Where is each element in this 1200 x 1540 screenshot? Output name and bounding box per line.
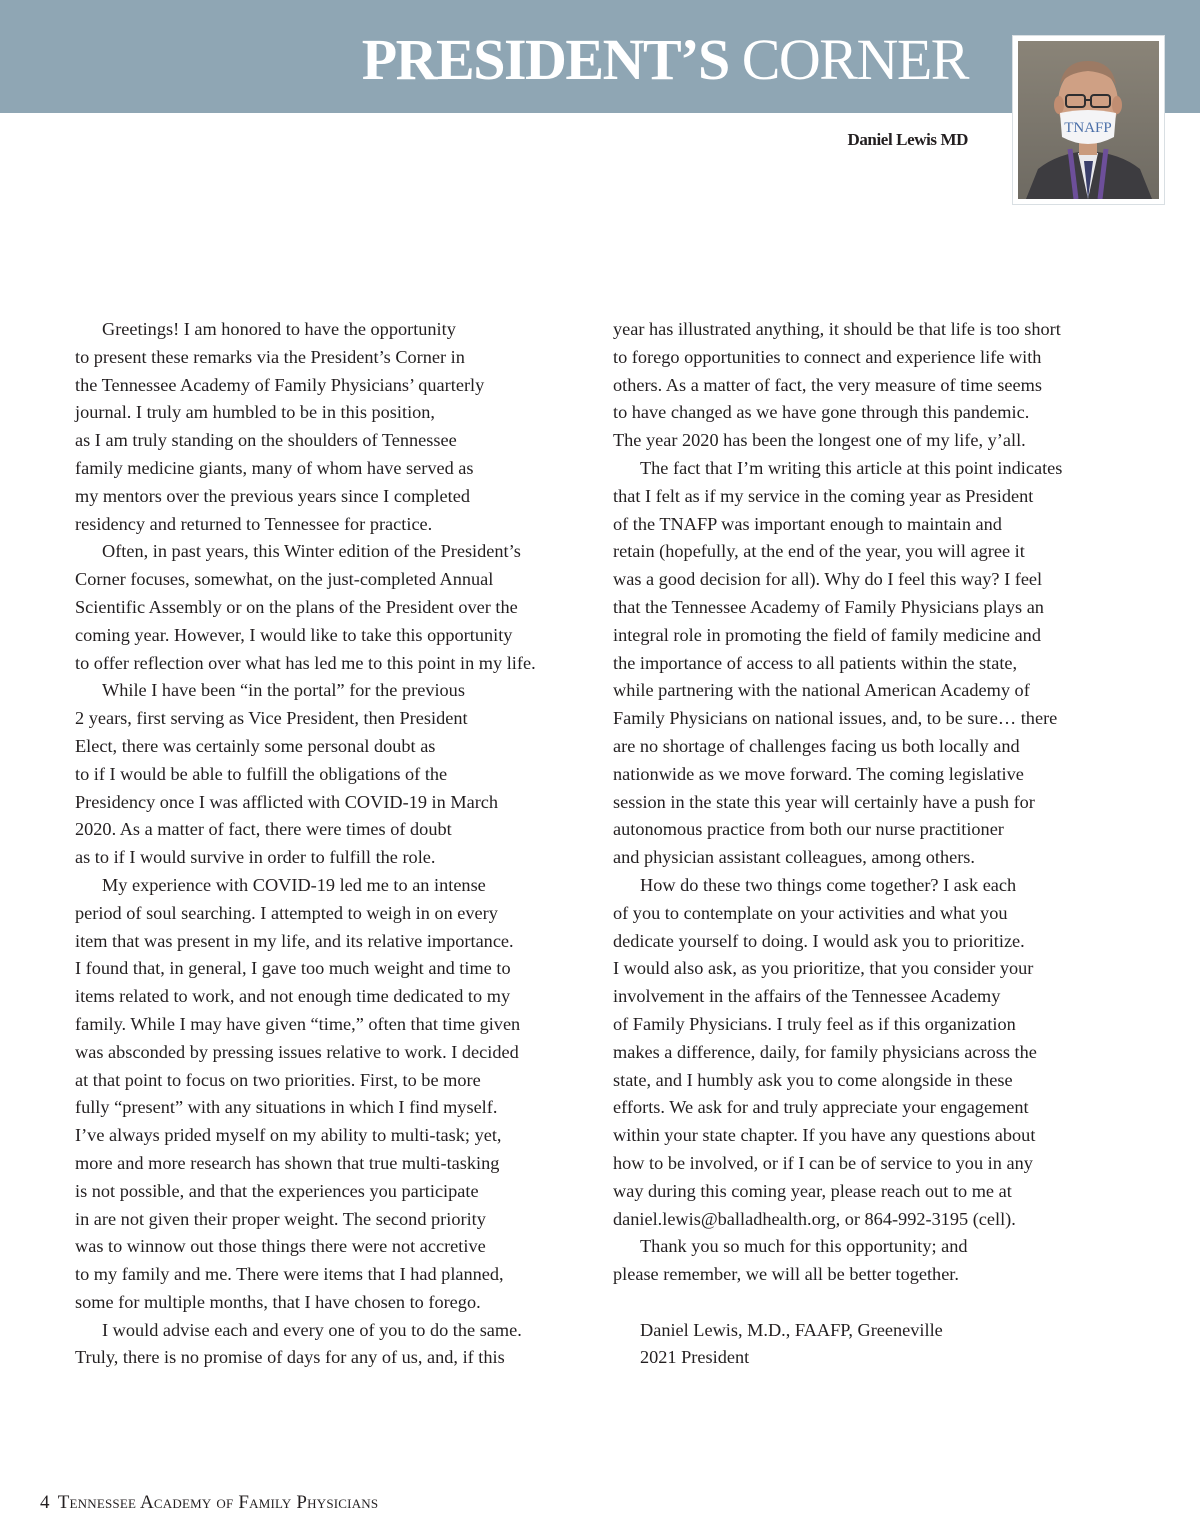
article-line: Often, in past years, this Winter edition of the President’s xyxy=(102,541,521,562)
article-line: family medicine giants, many of whom have served as xyxy=(75,457,474,478)
article-line: as I am truly standing on the shoulders of Tennessee xyxy=(75,430,457,451)
article-line: The year 2020 has been the longest one of my life, y’all. xyxy=(613,430,1026,451)
article-line: While I have been “in the portal” for the previous xyxy=(102,680,465,701)
article-line: that the Tennessee Academy of Family Physicians plays an xyxy=(613,596,1044,617)
article-line: Family Physicians on national issues, and, to be sure… there xyxy=(613,708,1058,729)
article-line: my mentors over the previous years since I completed xyxy=(75,485,470,506)
article-line: fully “present” with any situations in which I find myself. xyxy=(75,1097,498,1118)
article-line: are no shortage of challenges facing us both locally and xyxy=(613,735,1020,756)
article-line: is not possible, and that the experiences you participate xyxy=(75,1180,479,1201)
page-title xyxy=(362,26,968,94)
article-line: was to winnow out those things there were not accretive xyxy=(75,1236,486,1257)
article-line: at that point to focus on two priorities. First, to be more xyxy=(75,1069,481,1090)
article-line: as to if I would survive in order to fulfill the role. xyxy=(75,847,436,868)
article-line: journal. I truly am humbled to be in this position, xyxy=(75,402,436,423)
article-line: The fact that I’m writing this article at this point indicates xyxy=(640,457,1063,478)
article-line: integral role in promoting the field of family medicine and xyxy=(613,624,1041,645)
article-line: Presidency once I was afflicted with COVID-19 in March xyxy=(75,791,499,812)
article-line: Elect, there was certainly some personal doubt as xyxy=(75,735,436,756)
title-bold-part: PRESIDENT’S xyxy=(361,27,729,92)
article-line: items related to work, and not enough time dedicated to my xyxy=(75,986,511,1007)
article-line: retain (hopefully, at the end of the year, you will agree it xyxy=(613,541,1025,562)
article-line: Corner focuses, somewhat, on the just-completed Annual xyxy=(75,569,494,590)
article-line: state, and I humbly ask you to come alongside in these xyxy=(613,1069,1013,1090)
article-line: autonomous practice from both our nurse practitioner xyxy=(613,819,1004,840)
page-number: 4 xyxy=(40,1492,50,1513)
article-line: others. As a matter of fact, the very measure of time seems xyxy=(613,374,1042,395)
article-line: to have changed as we have gone through this pandemic. xyxy=(613,402,1030,423)
article-line: of Family Physicians. I truly feel as if this organization xyxy=(613,1013,1016,1034)
article-line: period of soul searching. I attempted to weigh in on every xyxy=(75,902,498,923)
article-line: the Tennessee Academy of Family Physicians’ quarterly xyxy=(75,374,485,395)
article-line: more and more research has shown that true multi-tasking xyxy=(75,1152,500,1173)
article-line: the importance of access to all patients within the state, xyxy=(613,652,1018,673)
article-line: of the TNAFP was important enough to maintain and xyxy=(613,513,1002,534)
article-line: How do these two things come together? I ask each xyxy=(640,874,1017,895)
article-line: efforts. We ask for and truly appreciate your engagement xyxy=(613,1097,1029,1118)
article-line: I’ve always prided myself on my ability to multi-task; yet, xyxy=(75,1125,502,1146)
article-line: Thank you so much for this opportunity; and xyxy=(640,1236,968,1257)
article-line: was a good decision for all). Why do I feel this way? I feel xyxy=(613,569,1043,590)
article-line: while partnering with the national American Academy of xyxy=(613,680,1030,701)
article-line: Truly, there is no promise of days for any of us, and, if this xyxy=(75,1347,505,1368)
article-line: involvement in the affairs of the Tennessee Academy xyxy=(613,986,1001,1007)
article-line: coming year. However, I would like to take this opportunity xyxy=(75,624,513,645)
article-line: nationwide as we move forward. The coming legislative xyxy=(613,763,1024,784)
article-line: family. While I may have given “time,” often that time given xyxy=(75,1013,521,1034)
article-line: year has illustrated anything, it should be that life is too short xyxy=(613,319,1061,339)
article-line: residency and returned to Tennessee for practice. xyxy=(75,513,433,534)
mask-badge-text: TNAFP xyxy=(1064,120,1112,136)
article-line: to if I would be able to fulfill the obligations of the xyxy=(75,763,448,784)
article-line: 2021 President xyxy=(640,1347,750,1368)
article-line: I found that, in general, I gave too much weight and time to xyxy=(75,958,511,979)
article-line: Greetings! I am honored to have the opportunity xyxy=(102,319,456,339)
article-line: makes a difference, daily, for family physicians across the xyxy=(613,1041,1037,1062)
article-line: in are not given their proper weight. The second priority xyxy=(75,1208,486,1229)
article-column-left xyxy=(75,316,600,1372)
article-line: was absconded by pressing issues relative to work. I decided xyxy=(75,1041,519,1062)
article-line: to my family and me. There were items that I had planned, xyxy=(75,1264,504,1285)
article-line: 2 years, first serving as Vice President, then President xyxy=(75,708,468,729)
article-line: that I felt as if my service in the coming year as President xyxy=(613,485,1034,506)
article-line: some for multiple months, that I have chosen to forego. xyxy=(75,1291,481,1312)
article-line: way during this coming year, please reach out to me at xyxy=(613,1180,1012,1201)
article-line: My experience with COVID-19 led me to an intense xyxy=(102,874,486,895)
title-regular-part: CORNER xyxy=(741,27,968,92)
article-line: within your state chapter. If you have any questions about xyxy=(613,1125,1036,1146)
article-line: dedicate yourself to doing. I would ask you to prioritize. xyxy=(613,930,1025,951)
article-line: to present these remarks via the President’s Corner in xyxy=(75,346,465,367)
article-column-right xyxy=(613,316,1153,1372)
article-line: item that was present in my life, and its relative importance. xyxy=(75,930,514,951)
article-line: I would advise each and every one of you to do the same. xyxy=(102,1319,522,1340)
page-footer xyxy=(40,1492,378,1514)
article-line: session in the state this year will certainly have a push for xyxy=(613,791,1035,812)
article-line: I would also ask, as you prioritize, that you consider your xyxy=(613,958,1034,979)
publication-name: Tennessee Academy of Family Physicians xyxy=(57,1492,379,1513)
article-line: 2020. As a matter of fact, there were times of doubt xyxy=(75,819,452,840)
article-line: how to be involved, or if I can be of service to you in any xyxy=(613,1152,1033,1173)
article-line: of you to contemplate on your activities and what you xyxy=(613,902,1008,923)
article-line: Daniel Lewis, M.D., FAAFP, Greeneville xyxy=(640,1319,943,1340)
blank-line xyxy=(613,1289,1153,1317)
author-photo xyxy=(1013,36,1164,204)
article-line: daniel.lewis@balladhealth.org, or 864-992-3195 (cell). xyxy=(613,1208,1016,1229)
article-line: please remember, we will all be better together. xyxy=(613,1264,959,1285)
article-line: to offer reflection over what has led me to this point in my life. xyxy=(75,652,536,673)
author-name: Daniel Lewis MD xyxy=(847,130,968,149)
article-line: and physician assistant colleagues, among others. xyxy=(613,847,975,868)
article-line: to forego opportunities to connect and experience life with xyxy=(613,346,1042,367)
article-line: Scientific Assembly or on the plans of the President over the xyxy=(75,596,518,617)
